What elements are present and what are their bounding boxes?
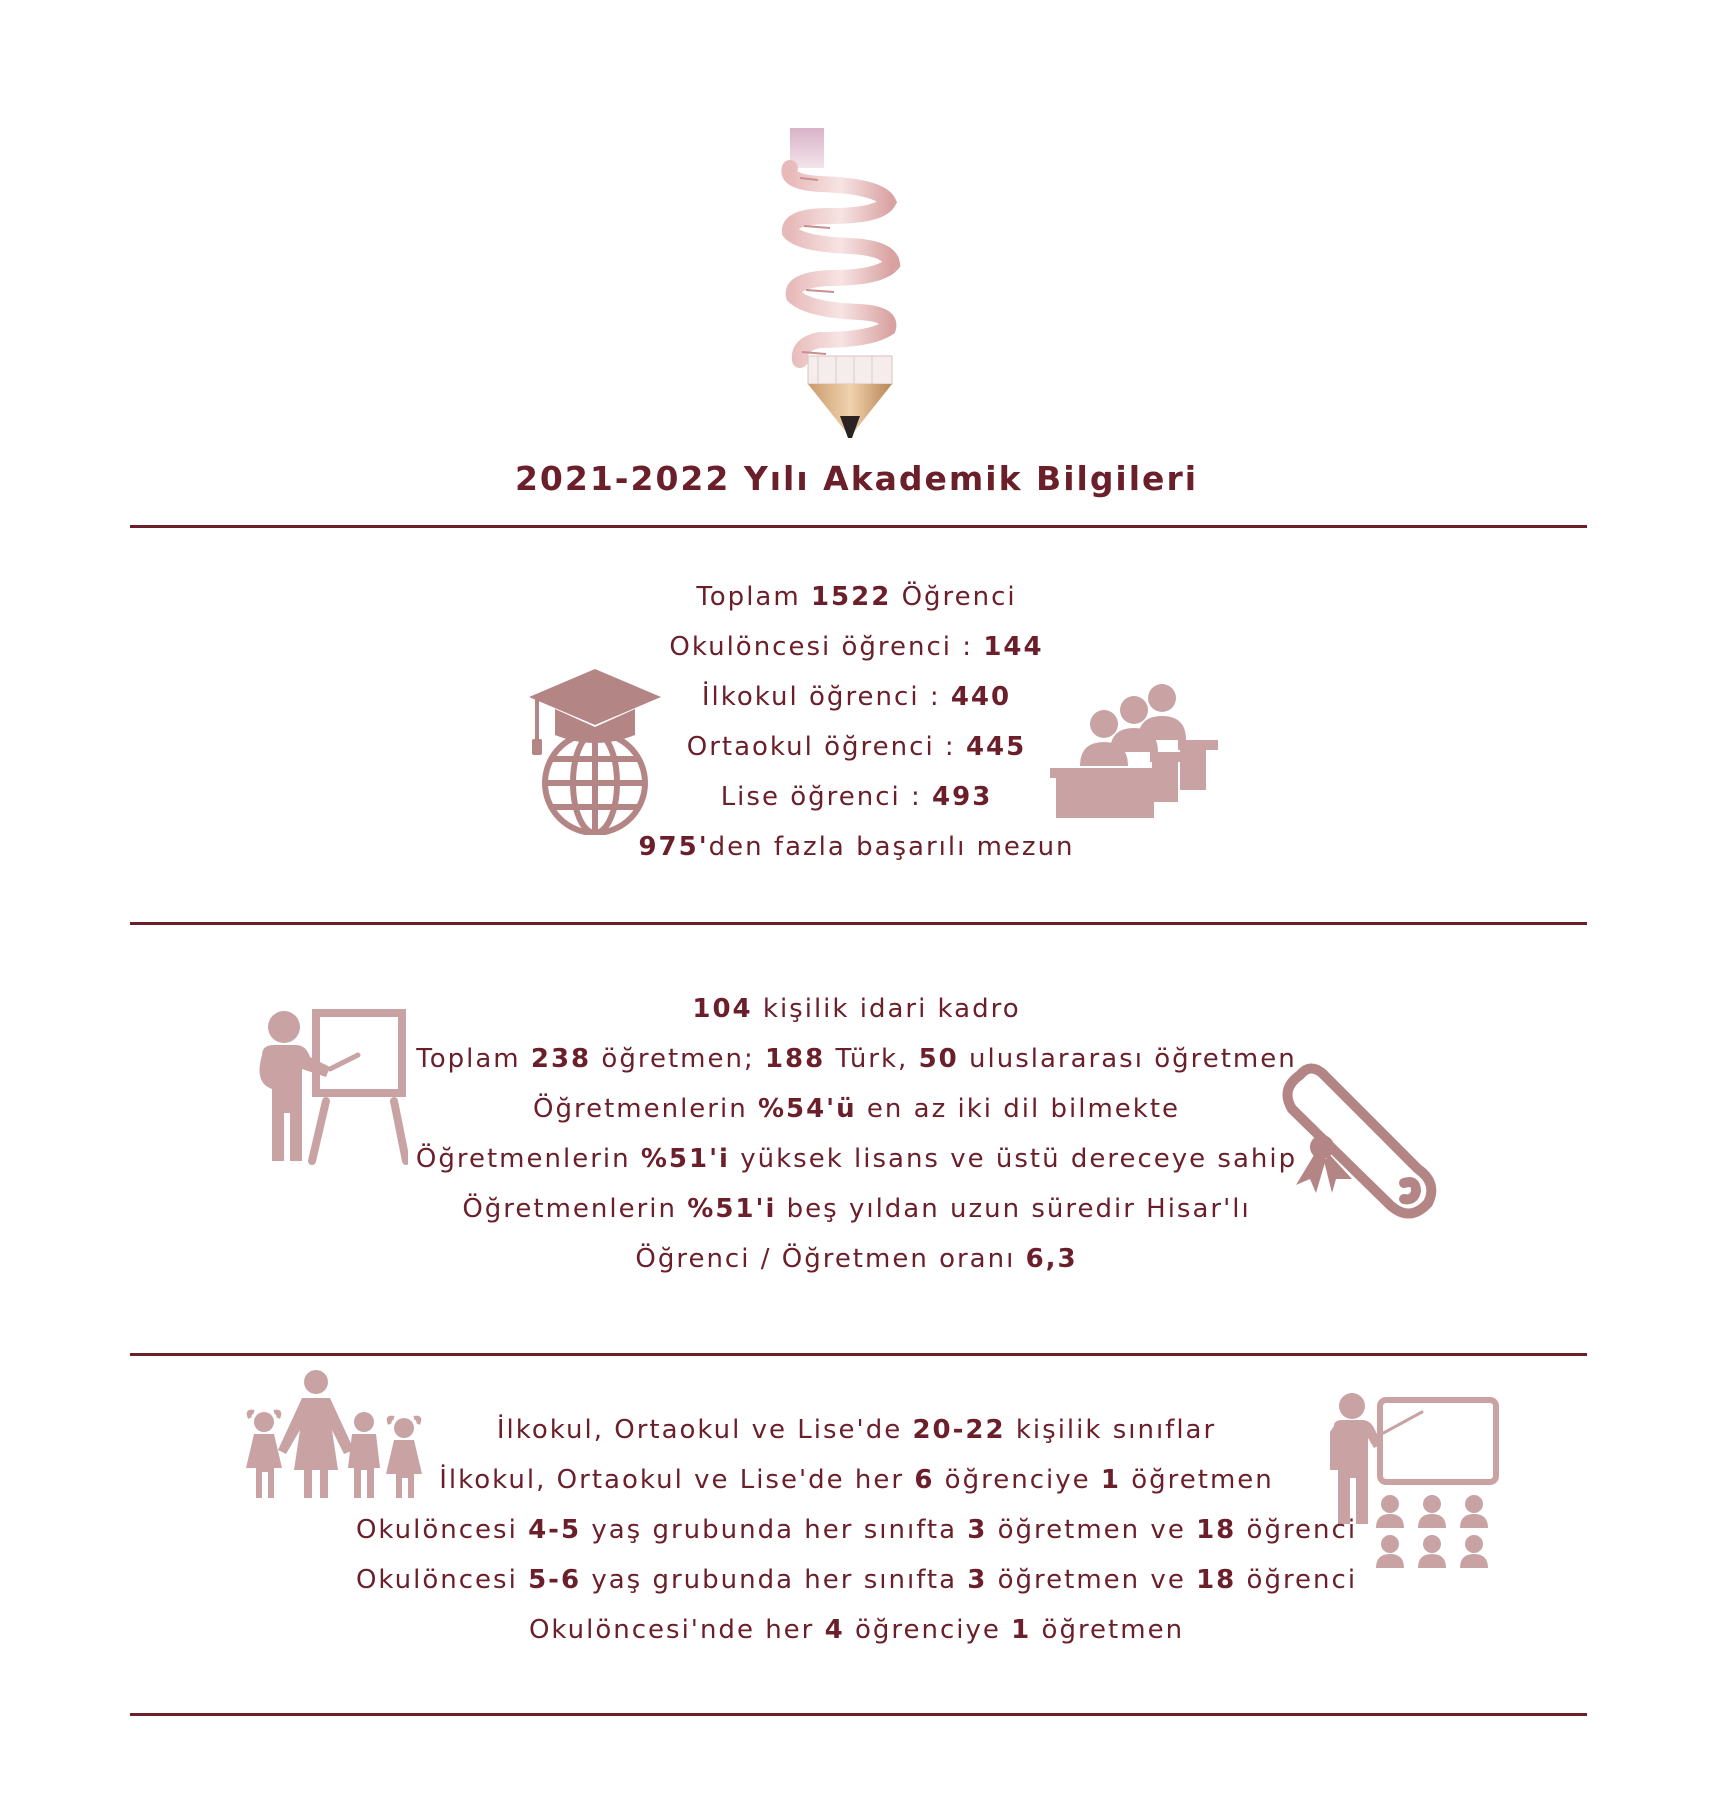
- stat-text: öğrenci: [1236, 1515, 1358, 1545]
- stat-text: öğrenciye: [844, 1615, 1012, 1645]
- stat-value: 188: [764, 1044, 826, 1074]
- stat-value: 20-22: [912, 1415, 1006, 1445]
- stat-value: 1: [1011, 1615, 1032, 1645]
- stat-text: yüksek lisans ve üstü dereceye sahip: [729, 1144, 1298, 1174]
- stat-text: öğretmen ve: [987, 1565, 1197, 1595]
- stat-text: Öğretmenlerin: [415, 1144, 641, 1174]
- stat-line: [0, 1605, 1713, 1655]
- stat-line: [0, 984, 1713, 1034]
- stat-line: [0, 572, 1713, 622]
- divider-2: [130, 1353, 1587, 1356]
- stat-text: öğretmen: [1120, 1465, 1274, 1495]
- stat-line: [0, 1405, 1713, 1455]
- divider-top: [130, 525, 1587, 528]
- stat-value: 1522: [810, 582, 892, 612]
- stat-text: İlkokul, Ortaokul ve Lise'de her: [439, 1465, 915, 1495]
- stat-text: İlkokul öğrenci :: [701, 682, 951, 712]
- stat-value: 144: [983, 632, 1044, 662]
- stat-value: 18: [1196, 1515, 1237, 1545]
- stat-line: [0, 1134, 1713, 1184]
- stat-line: [0, 1455, 1713, 1505]
- stat-text: Türk,: [825, 1044, 919, 1074]
- stat-value: 6: [914, 1465, 935, 1495]
- stat-text: yaş grubunda her sınıfta: [581, 1565, 968, 1595]
- stat-line: [0, 1505, 1713, 1555]
- stat-line: [0, 822, 1713, 872]
- staff-stats-block: [0, 984, 1713, 1284]
- class-stats-block: [0, 1405, 1713, 1655]
- stat-value: 445: [965, 732, 1027, 762]
- stat-value: 3: [967, 1515, 988, 1545]
- stat-value: 4-5: [528, 1515, 582, 1545]
- divider-bottom: [130, 1713, 1587, 1716]
- stat-line: [0, 672, 1713, 722]
- stat-line: [0, 772, 1713, 822]
- stat-text: en az iki dil bilmekte: [856, 1094, 1181, 1124]
- stat-text: İlkokul, Ortaokul ve Lise'de: [496, 1415, 913, 1445]
- stat-text: beş yıldan uzun süredir Hisar'lı: [776, 1194, 1251, 1224]
- stat-text: Toplam: [696, 582, 811, 612]
- stat-text: Okulöncesi: [355, 1565, 529, 1595]
- stat-text: öğretmen;: [591, 1044, 765, 1074]
- stat-line: [0, 1234, 1713, 1284]
- stat-value: 6,3: [1025, 1244, 1078, 1274]
- stat-text: kişilik idari kadro: [752, 994, 1021, 1024]
- stat-text: Okulöncesi öğrenci :: [669, 632, 984, 662]
- divider-1: [130, 922, 1587, 925]
- stat-text: Lise öğrenci :: [720, 782, 933, 812]
- stat-line: [0, 1084, 1713, 1134]
- student-stats-block: [0, 572, 1713, 872]
- stat-line: [0, 1184, 1713, 1234]
- spiral-staircase-pencil-icon: [760, 120, 940, 440]
- stat-text: öğrenci: [1236, 1565, 1358, 1595]
- stat-text: Okulöncesi: [355, 1515, 529, 1545]
- stat-value: 104: [692, 994, 753, 1024]
- stat-value: %51'i: [640, 1144, 730, 1174]
- stat-value: 975': [638, 832, 709, 862]
- stat-text: öğretmen: [1031, 1615, 1185, 1645]
- stat-text: Okulöncesi'nde her: [528, 1615, 825, 1645]
- stat-text: öğrenciye: [934, 1465, 1101, 1495]
- stat-line: [0, 622, 1713, 672]
- stat-text: Öğretmenlerin: [532, 1094, 758, 1124]
- stat-text: öğretmen ve: [987, 1515, 1197, 1545]
- stat-text: Öğrenci: [891, 582, 1017, 612]
- stat-value: %54'ü: [757, 1094, 857, 1124]
- stat-text: yaş grubunda her sınıfta: [581, 1515, 968, 1545]
- stat-value: %51'i: [687, 1194, 777, 1224]
- stat-text: Ortaokul öğrenci :: [686, 732, 966, 762]
- stat-value: 5-6: [528, 1565, 582, 1595]
- stat-text: Toplam: [416, 1044, 531, 1074]
- stat-line: [0, 1034, 1713, 1084]
- stat-line: [0, 722, 1713, 772]
- stat-value: 440: [950, 682, 1012, 712]
- stat-value: 1: [1100, 1465, 1121, 1495]
- stat-value: 3: [967, 1565, 988, 1595]
- stat-text: den fazla başarılı mezun: [708, 832, 1075, 862]
- stat-value: 493: [932, 782, 993, 812]
- stat-value: 238: [530, 1044, 592, 1074]
- stat-text: Öğretmenlerin: [462, 1194, 688, 1224]
- stat-line: [0, 1555, 1713, 1605]
- stat-value: 4: [824, 1615, 845, 1645]
- stat-text: Öğrenci / Öğretmen oranı: [635, 1244, 1026, 1274]
- stat-value: 50: [918, 1044, 959, 1074]
- page-title: 2021-2022 Yılı Akademik Bilgileri: [514, 459, 1199, 498]
- stat-text: uluslararası öğretmen: [958, 1044, 1297, 1074]
- stat-value: 18: [1196, 1565, 1237, 1595]
- stat-text: kişilik sınıflar: [1005, 1415, 1217, 1445]
